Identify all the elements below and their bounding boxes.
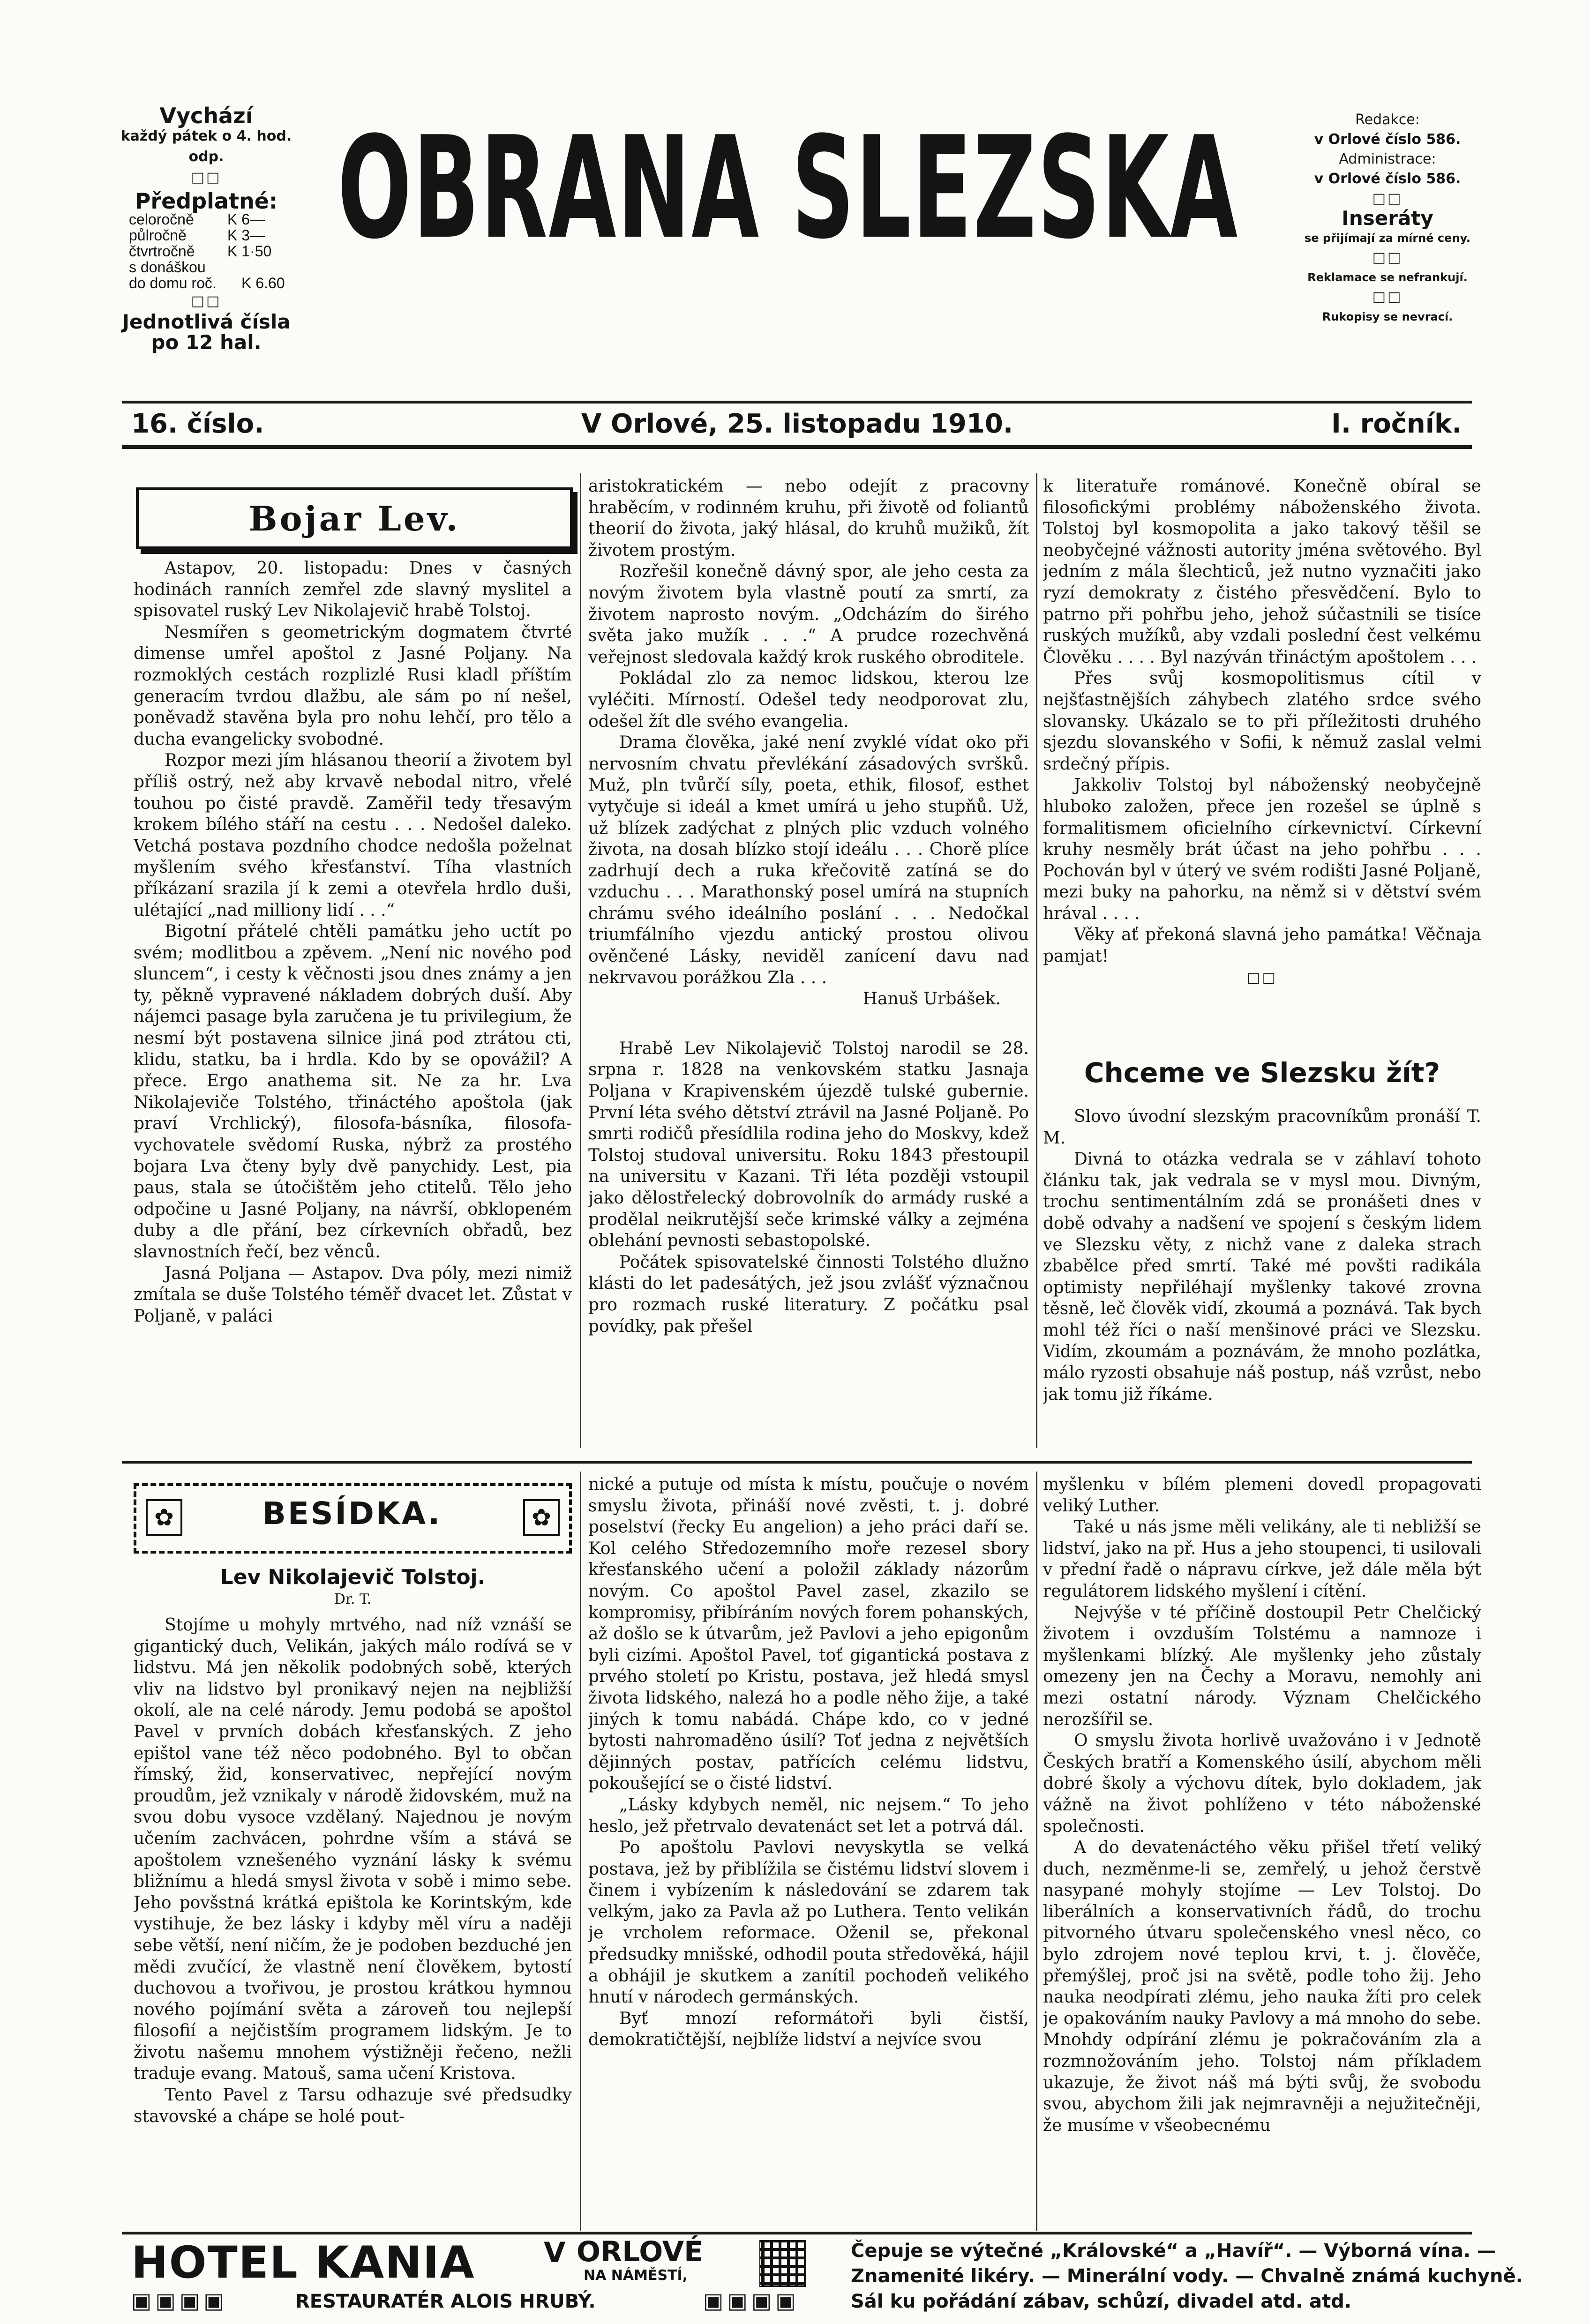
masthead-left-info	[120, 105, 293, 353]
paragraph: Divná to otázka vedrala se v záhlaví tohoto článku tak, jak vedrala se v mysl mou. Divným, trochu sentimentálním zdá se pronášeti dnes v době odvahy a nadšení ve spojení s českým lidem ve Slezsku věty, z nichž vane z daleka strach zbabělce před smrtí. Také mé povšti radikála optimisty nepřiléhají myšlenky takové zrovna těsně, leč člověk vidí, zkoumá a poznává. Tak bych mohl též říci o naší menšinové práci ve Slezsku. Vidím, zkoumám a poznávám, že mnoho pozlátka, málo ryzosti obsahuje náš postup, náš vzrůst, nebo jak tomu již říkáme.	[1043, 1150, 1481, 1404]
paragraph: aristokratickém — nebo odejít z pracovny hraběcím, v rodinném kruhu, při životě od foliantů theorií do života, jaký hlásal, do kruhů mužiků, žít životem prostým.	[588, 477, 1029, 560]
inseraty-label: Inseráty	[1342, 207, 1433, 230]
paragraph: Jakkoliv Tolstoj byl náboženský neobyčejně hluboko založen, přece jen rozešel se úplně s formalitismem oficielního církevnictví. Církevní kruhy nesměly brát účast na jeho pohřbu . . . Pochován byl v úterý ve svém rodišti Jasné Poljaně, mezi buky na pahorku, na němž si v dětství svém hrával . . . .	[1043, 776, 1481, 923]
ornament: □□	[1372, 249, 1403, 266]
row-label: s donáškou	[129, 259, 206, 276]
ad-rule-top	[122, 2232, 1472, 2234]
subscription-heading: Předplatné:	[135, 188, 278, 214]
section-rule	[122, 1461, 1472, 1464]
paragraph: Hrabě Lev Nikolajevič Tolstoj narodil se 28. srpna r. 1828 na venkovském statku Jasnaja Poljana v Krapivenském újezdě tulské gubernie. První léta svého dětství ztrávil na Jasné Poljaně. Po smrti rodičů přesídlila rodina jeho do Moskvy, kdež Tolstoj studoval universitu. Roku 1843 přestoupil na universitu v Kazani. Tři léta později vstoupil jako dělostřelecký dobrovolník do armády ruské a prodělal neikrutější seče krimské války a zejména oblehání pevnosti sebastopolské.	[588, 1039, 1029, 1251]
subscription-row	[129, 211, 293, 227]
rukopisy-note: Rukopisy se nevrací.	[1322, 310, 1453, 323]
volume-number: I. ročník.	[1331, 409, 1462, 439]
newspaper-title: OBRANA SLEZSKA	[338, 106, 1239, 270]
besidka-title: BESÍDKA.	[262, 1495, 442, 1532]
single-copy-price: po 12 hal.	[151, 331, 262, 354]
issue-number: 16. číslo.	[131, 409, 264, 439]
administrace-label: Administrace:	[1339, 151, 1436, 167]
besidka-column-3	[1043, 1474, 1481, 2224]
ad-line: Čepuje se výtečné „Královské“ a „Havíř“. — Výborná vína. —	[851, 2240, 1496, 2262]
square-ornament-icon: ▣	[703, 2288, 728, 2313]
article-title: Bojar Lev.	[248, 498, 460, 538]
paragraph: Nejvýše v té příčině dostoupil Petr Chelčický životem i ovzduším Tolstému a namnoze i myšlenkami blízký. Ale myšlenky jeho zůstaly omezeny jen na Čechy a Moravu, nemohly ani mezi ostatní národy. Význam Chelčického nerozšířil se.	[1043, 1603, 1481, 1729]
redakce-label: Redakce:	[1355, 112, 1420, 128]
square-ornament-icon: ▣	[131, 2288, 156, 2313]
masthead-right-info	[1294, 110, 1481, 327]
square-ornament-icon: ▣	[727, 2288, 751, 2313]
article-title-box	[136, 487, 573, 549]
column-divider	[580, 1472, 581, 2231]
paragraph: Také u nás jsme měli velikány, ale ti nebližší se lidství, jako na př. Hus a jeho stoupenci, ti usilovali v přední řadě o nápravu církve, jež dále měla být regulátorem lidského myšlení i cítění.	[1043, 1517, 1481, 1601]
paragraph: Pokládal zlo za nemoc lidskou, kterou lze vyléčiti. Mírností. Odešel tedy neodporovat zlu, odešel žít dle svého evangelia.	[588, 669, 1029, 731]
ornament: □□	[191, 293, 222, 309]
masthead-rule-bottom	[122, 445, 1472, 449]
article2-body	[1043, 1106, 1481, 1448]
article2-title: Chceme ve Slezsku žít?	[1084, 1057, 1440, 1089]
column-divider	[580, 473, 581, 1448]
paragraph: nické a putuje od místa k místu, poučuje o novém smyslu života, přináší nové zvěsti, t. j. dobré poselství (řecky Eu angelion) a jeho práci daří se. Kol celého Středozemního moře rezesel sbory křesťanského učení a položil základy názorům novým. Co apoštol Pavel zasel, zkazilo se kompromisy, přibíráním nových forem pohanských, až došlo se k útvarům, jež Pavlovi a jeho epigonům byli cizími. Apoštol Pavel, toť gigantická postava z prvého století po Kristu, postava, jež hledá smysl života lidského, nalezá ho a podle něho žije, a také jiných k tomu nabádá. Chápe kdo, co v jedné bytosti nahromaděno úsilí? Toť jedna z největších dějinných postav, patřících celému lidstvu, pokoušející se o čisté lidství.	[588, 1475, 1029, 1793]
article-column-2	[588, 476, 1029, 1448]
row-label: celoročně	[129, 211, 194, 228]
square-ornament-icon: ▣	[775, 2288, 800, 2313]
ad-line: Znamenité likéry. — Minerální vody. — Chvalně známá kuchyně.	[851, 2265, 1523, 2287]
paragraph: „Lásky kdybych neměl, nic nejsem.“ To jeho heslo, jež přetrvalo devatenáct set let a potrvá dál.	[588, 1795, 1029, 1836]
single-copy-label: Jednotlivá čísla	[122, 310, 291, 333]
paragraph: Astapov, 20. listopadu: Dnes v časných hodinách ranních zemřel zde slavný myslitel a spisovatel ruský Lev Nikolajevič hrabě Tolstoj.	[134, 559, 572, 621]
decorative-squares	[703, 2288, 800, 2313]
column-divider	[1036, 1472, 1037, 2231]
paragraph: Rozpor mezi jím hlásanou theorií a životem byl příliš ostrý, než aby krvavě nebodal nitro, vřelé touhou po čisté pravdě. Zaměřil tedy třesavým krokem bílého stáří na cestu . . . Nedošel daleko. Vetchá postava pozdního chodce nedošla poželnat myšlením svého křesťanství. Tíha vlastních příkázaní srazila jí k zemi a otevřela hrdlo duši, ulétající „nad milliony lidí . . .“	[134, 751, 572, 920]
ad-square: NA NÁMĚSTÍ,	[584, 2267, 688, 2284]
paragraph: Tento Pavel z Tarsu odhazuje své předsudky stavovské a chápe se holé pout-	[134, 2085, 572, 2126]
subscription-table	[120, 211, 293, 291]
paragraph: Rozřešil konečně dávný spor, ale jeho cesta za novým životem byla vlastně poutí za smrtí, za životem naprosto novým. „Odcházím do širého světa jako mužík . . .“ A prudce rozechvěná veřejnost sledovala každý krok ruského obroditele.	[588, 562, 1029, 667]
redakce-address: v Orlové číslo 586.	[1314, 131, 1461, 148]
row-price: K 6.60	[241, 275, 285, 291]
column-divider	[1036, 473, 1037, 1448]
decorative-squares	[131, 2288, 228, 2313]
row-label: půlročně	[129, 227, 187, 244]
square-ornament-icon: ▣	[179, 2288, 204, 2313]
paragraph: Slovo úvodní slezským pracovníkům pronáší T. M.	[1043, 1107, 1481, 1148]
paragraph: Nesmířen s geometrickým dogmatem čtvrté dimense umřel apoštol z Jasné Poljany. Na rozmoklých cestách rozplizlé Rusi kladl příštím generacím tvrdou dlažbu, ale sám po ní nešel, poněvadž stavěna byla pro nohu lehčí, pro tělo a ducha evangelicky svobodné.	[134, 622, 572, 749]
inseraty-note: se přijímají za mírné ceny.	[1304, 232, 1471, 245]
article-column-1	[134, 558, 572, 1443]
paragraph: Byť mnozí reformátoři byli čistší, demokratičtější, nejblíže lidství a nejvíce svou	[588, 2009, 1029, 2050]
ornament: □□	[1372, 190, 1403, 207]
subscription-row	[129, 243, 293, 259]
subscription-row	[129, 275, 293, 291]
paragraph: Věky ať překoná slavná jeho památka! Věčnaja pamjat!	[1043, 925, 1481, 966]
dateline: V Orlové, 25. listopadu 1910.	[581, 409, 1013, 439]
paragraph: O smyslu života horlivě uvažováno i v Jednotě Českých bratří a Komenského úsilí, abychom měli dobré školy a výchovu dítek, bylo dokladem, jak vážně na život pohlíženo v této náboženské společnosti.	[1043, 1731, 1481, 1836]
ad-v: V	[544, 2236, 566, 2269]
ornament: □□	[1372, 289, 1403, 305]
flower-ornament-icon: ✿	[146, 1499, 182, 1536]
row-label: do domu roč.	[129, 275, 217, 291]
publication-schedule: každý pátek o 4. hod. odp.	[120, 128, 292, 165]
row-label: čtvrtročně	[129, 243, 195, 260]
paragraph: Drama člověka, jaké není zvyklé vídat oko při nervosním chvatu převlékání zásadových svršků. Muž, pln tvůrčí síly, poeta, ethik, filosof, esthet vytyčuje si ideál a kmet umírá u jeho stupňů. Už, už blízek zadýchat z plných plic vzduch volného života, na dosah blízko stojí ideálu . . . Chorě plíce zadrhují dech a ruka křečovitě zatíná se do vzduchu . . . Marathonský posel umírá na stupních chrámu svého ideálního poslání . . . Nedočkal triumfálního vjezdu antický prostou olivou ověnčené Lásky, neviděl zanícení davu nad nekrvavou porážkou Zla . . .	[588, 733, 1029, 987]
hotel-name: HOTEL KANIA	[131, 2237, 475, 2288]
subscription-row	[129, 227, 293, 243]
row-price: K 6—	[227, 211, 265, 228]
ad-line: Sál ku pořádání zábav, schůzí, divadel atd. atd.	[851, 2291, 1352, 2312]
flower-ornament-icon: ✿	[523, 1499, 560, 1536]
article-column-3	[1043, 476, 1481, 1038]
paragraph: Stojíme u mohyly mrtvého, nad níž vznáší se gigantický duch, Velikán, jakých málo rodívá se v lidstvu. Má jen několik podobných sobě, kterých vliv na lidstvo byl pronikavý nejen na nejbližší okolí, ale na celé národy. Jemu podobá se apoštol Pavel v prvních dobách křesťanských. Z jeho epištol vane též něco podobného. Byl to občan římský, žid, konservativec, nepřející novým proudům, jež vznikaly v národě židovském, muž na svou dobu vysoce vzdělaný. Najednou je novým učením zachvácen, pohrdne vším a stává se apoštolem vznešeného vyznání lásky k svému bližnímu a hledá smysl života v sobě i mimo sebe. Jeho povšstná krátká epištola ke Korintským, kde vystihuje, že bez lásky i kdyby měl víru a naději sebe větší, není ničím, že je podoben bezduché jen mědi zvučící, že vlastně není člověkem, bytostí duchovou a tvořivou, je prostou krátkou hymnou nového pojímání světa a zároveň tou nejlepší filosofií a nejčistším programem lidským. Je to životu našemu mnohem výstižněji řečeno, nežli traduje evang. Matouš, sama učení Kristova.	[134, 1615, 572, 2084]
besidka-subtitle: Lev Nikolajevič Tolstoj.	[220, 1565, 486, 1589]
ornament: □□	[1247, 969, 1277, 986]
ad-town: ORLOVÉ	[577, 2235, 704, 2268]
paragraph: k literatuře románové. Konečně obíral se filosofickými problémy náboženského života. Tolstoj byl kosmopolita a jako takový těšil se neobyčejné vážnosti autority jména světového. Byl jedním z mála šlechticů, jež nutno vyznačiti jako ryzí demokraty z čistého přesvědčení. Bylo to patrno při pohřbu jeho, jehož súčastnili se tisíce ruských mužíků, aby vzdali poslední čest velkému Člověku . . . . Byl nazýván třináctým apoštolem . . .	[1043, 477, 1481, 667]
restaurant-owner: RESTAURATÉR ALOIS HRUBÝ.	[295, 2291, 596, 2312]
masthead-rule-top	[122, 401, 1472, 404]
paragraph: Po apoštolu Pavlovi nevyskytla se velká postava, jež by přiblížila se čistému lidství slovem i činem i vybízením k následování se zdarem tak velkým, jako za Pavla až po Luthera. Tento velikán je vrcholem reformace. Oženil se, překonal předsudky mnišské, odhodil pouta středověká, hájil a obhájil je skutkem a zanítil pochodeň velikého hnutí v národech germánských.	[588, 1838, 1029, 2007]
square-ornament-icon: ▣	[203, 2288, 228, 2313]
vychazi-label: Vychází	[159, 103, 253, 128]
author-signature: Hanuš Urbášek.	[862, 989, 1001, 1009]
besidka-header-box	[134, 1483, 572, 1554]
row-price: K 3—	[227, 227, 265, 244]
grid-ornament-icon	[759, 2240, 806, 2287]
hotel-advertisement	[127, 2235, 1523, 2315]
paragraph: Bigotní přátelé chtěli památku jeho uctít po svém; modlitbou a zpěvem. „Není nic nového pod sluncem“, i cesty k věčnosti jsou dnes známy a jen ty, pěkně vypravené nákladem dobrých duší. Aby nájemci pasage byla zaručena je tu privilegium, že nesmí být postavena silnice jiná pod ztrátou cti, klidu, statku, ba i hrdla. Kdo by se opovážil? A přece. Ergo anathema sit. Ne za hr. Lva Nikolajeviče Tolstého, třináctého apoštola (jak praví Vrchlický), filosofa-básníka, filosofa-vychovatele svědomí Ruska, nýbrž za prostého bojara Lva čteny byly dvě panychidy. Lest, pia paus, stala se útočištěm jeho ctitelů. Tělo jeho odpočine u Jasné Poljany, na návrší, obklopeném duby a dle přání, bez církevních obřadů, bez slavnostních řečí, bez věnců.	[134, 922, 572, 1262]
besidka-column-1	[134, 1614, 572, 2224]
row-price: K 1·50	[227, 243, 272, 260]
subscription-row	[129, 259, 293, 275]
paragraph: Jasná Poljana — Astapov. Dva póly, mezi nimiž zmítala se duše Tolstého téměř dvacet let. Zůstat v Poljaně, v paláci	[134, 1263, 572, 1326]
administrace-address: v Orlové číslo 586.	[1314, 171, 1461, 187]
square-ornament-icon: ▣	[751, 2288, 776, 2313]
paragraph: Přes svůj kosmopolitismus cítil v nejšťastnějších záhybech zlatého srdce svého slovansky. Ukázalo se to při příležitosti druhého sjezdu slovanského v Sofii, k němuž zaslal velmi srdečný přípis.	[1043, 669, 1481, 774]
paragraph: myšlenku v bílém plemeni dovedl propagovati veliký Luther.	[1043, 1475, 1481, 1516]
square-ornament-icon: ▣	[155, 2288, 180, 2313]
besidka-author: Dr. T.	[334, 1591, 372, 1607]
paragraph: Počátek spisovatelské činnosti Tolstého dlužno klásti do let padesátých, jež jsou zvlášť význačnou pro rozmach ruské literatury. Z počátku psal povídky, pak přešel	[588, 1252, 1029, 1336]
ad-details	[851, 2238, 1523, 2314]
reklamace-note: Reklamace se nefrankují.	[1307, 271, 1468, 284]
ornament: □□	[191, 169, 222, 186]
paragraph: A do devatenáctého věku přišel třetí veliký duch, nezměnme-li se, zemřelý, u jehož čerstvě nasypané mohyly stojíme — Lev Tolstoj. Do liberálních a konservativních řádů, do trochu pitvorného útvaru společenského vnesl něco, co bylo zdrojem nové teplou krvi, t. j. člověče, přemýšlej, proč jsi na světě, podle toho žij. Jeho nauka neodpírati zlému, jeho nauka žíti pro celek je opakováním nauky Pavlovy a má mnoho do sebe. Mnohdy odpírání zlému je pokračováním zla a rozmnožováním jeho. Tolstoj nám příkladem ukazuje, že život náš má býti svůj, že svobodu svou, abychom žili jak nejmravněji a nejužitečněji, že musíme v všeobecnému	[1043, 1838, 1481, 2135]
besidka-column-2	[588, 1474, 1029, 2224]
